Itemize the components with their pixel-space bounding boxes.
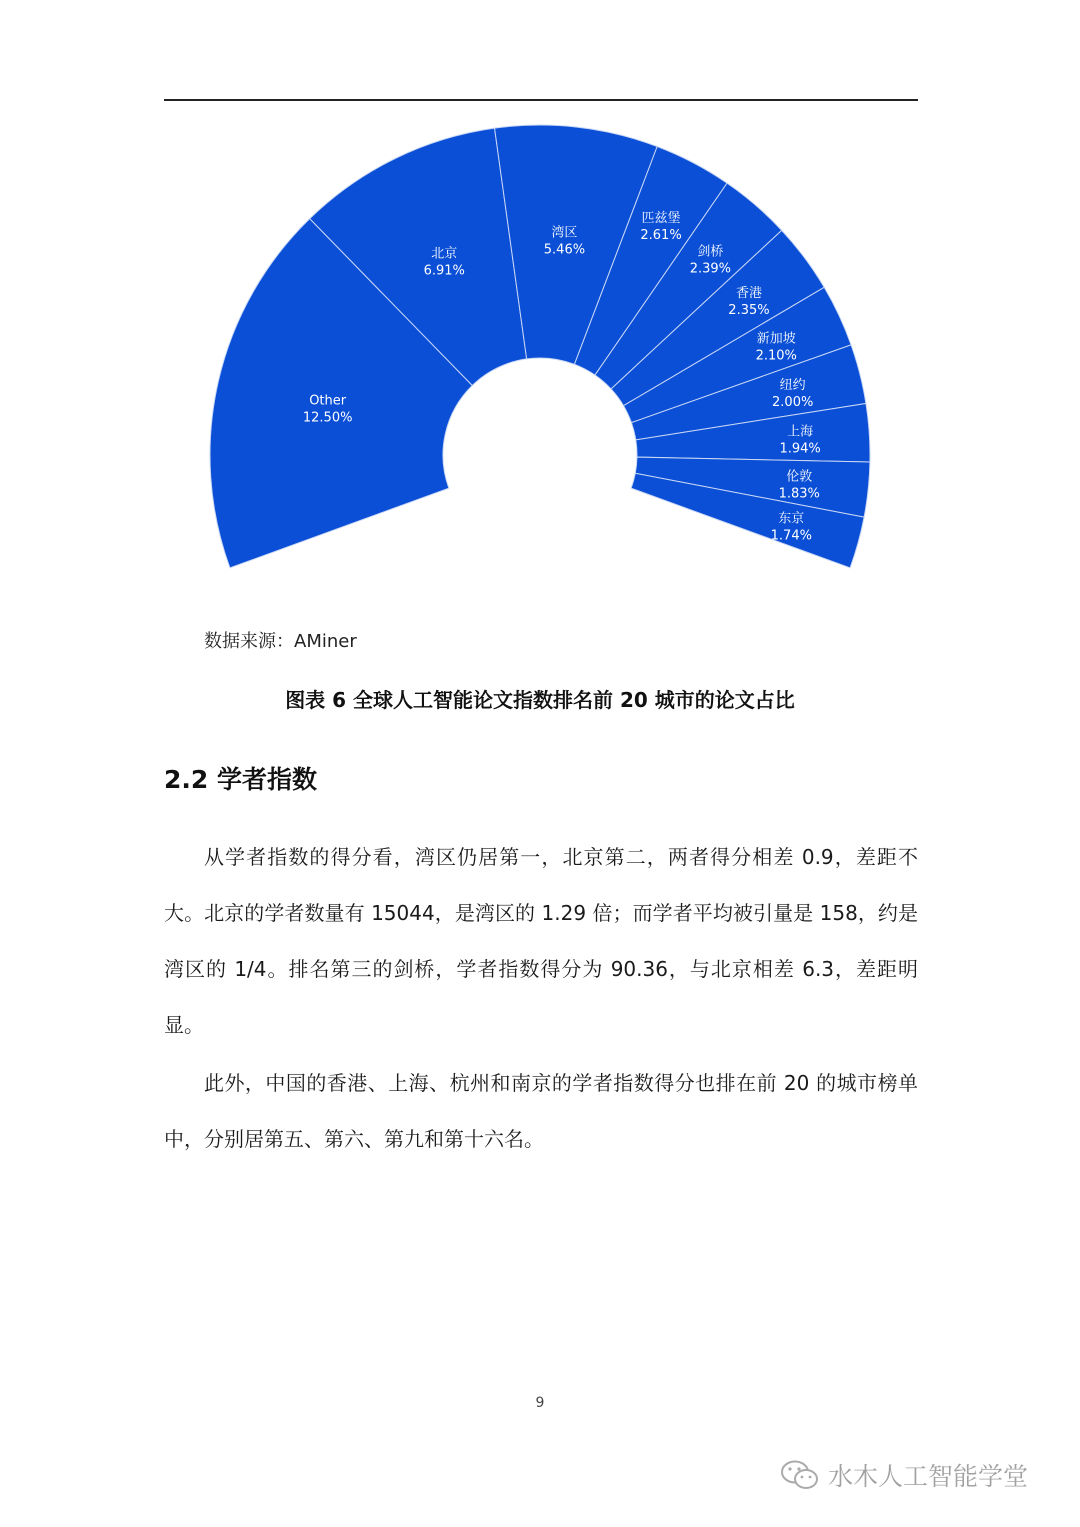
figure-caption: 图表 6 全球人工智能论文指数排名前 20 城市的论文占比 xyxy=(285,688,795,712)
slice-name-label-7: 纽约 xyxy=(779,377,806,393)
slice-value-label-8: 1.94% xyxy=(779,441,821,457)
city-paper-share-chart xyxy=(0,0,1080,600)
slice-name-label-5: 香港 xyxy=(735,286,762,302)
paragraph-1: 从学者指数的得分看，湾区仍居第一，北京第二，两者得分相差 0.9，差距不大。北京的学者数量有 15044，是湾区的 1.29 倍；而学者平均被引量是 158，约是湾区的 1/4。排名第三的剑桥，学者指数得分为 90.36，与北京相差 6.3，差距明显。 xyxy=(164,845,918,1037)
slice-value-label-7: 2.00% xyxy=(772,394,814,410)
slice-name-label-3: 匹兹堡 xyxy=(641,211,681,227)
slice-value-label-6: 2.10% xyxy=(755,348,797,364)
wechat-icon xyxy=(780,1458,820,1492)
slice-name-label-9: 伦敦 xyxy=(786,469,813,485)
slice-value-label-3: 2.61% xyxy=(640,228,682,244)
slice-name-label-8: 上海 xyxy=(787,424,814,440)
slice-value-label-5: 2.35% xyxy=(728,303,770,319)
slice-name-label-2: 湾区 xyxy=(551,225,578,241)
page-number: 9 xyxy=(535,1395,545,1411)
slice-name-label-6: 新加坡 xyxy=(756,331,796,347)
slice-value-label-2: 5.46% xyxy=(543,242,586,258)
watermark xyxy=(780,1455,1028,1495)
watermark-text: 水木人工智能学堂 xyxy=(828,1462,1029,1491)
slice-value-label-0: 12.50% xyxy=(302,410,353,426)
paragraph-2: 此外，中国的香港、上海、杭州和南京的学者指数得分也排在前 20 的城市榜单中，分别居第五、第六、第九和第十六名。 xyxy=(164,1071,918,1151)
slice-value-label-4: 2.39% xyxy=(689,261,732,277)
slice-name-label-0: Other xyxy=(309,393,347,409)
slice-value-label-9: 1.83% xyxy=(778,486,820,502)
slice-name-label-10: 东京 xyxy=(778,511,805,527)
slice-value-label-10: 1.74% xyxy=(770,528,812,544)
slice-name-label-4: 剑桥 xyxy=(697,244,724,260)
slice-name-label-1: 北京 xyxy=(431,246,458,262)
data-source: 数据来源：AMiner xyxy=(204,631,357,652)
section-title: 2.2 学者指数 xyxy=(164,765,317,794)
slice-value-label-1: 6.91% xyxy=(423,263,465,279)
